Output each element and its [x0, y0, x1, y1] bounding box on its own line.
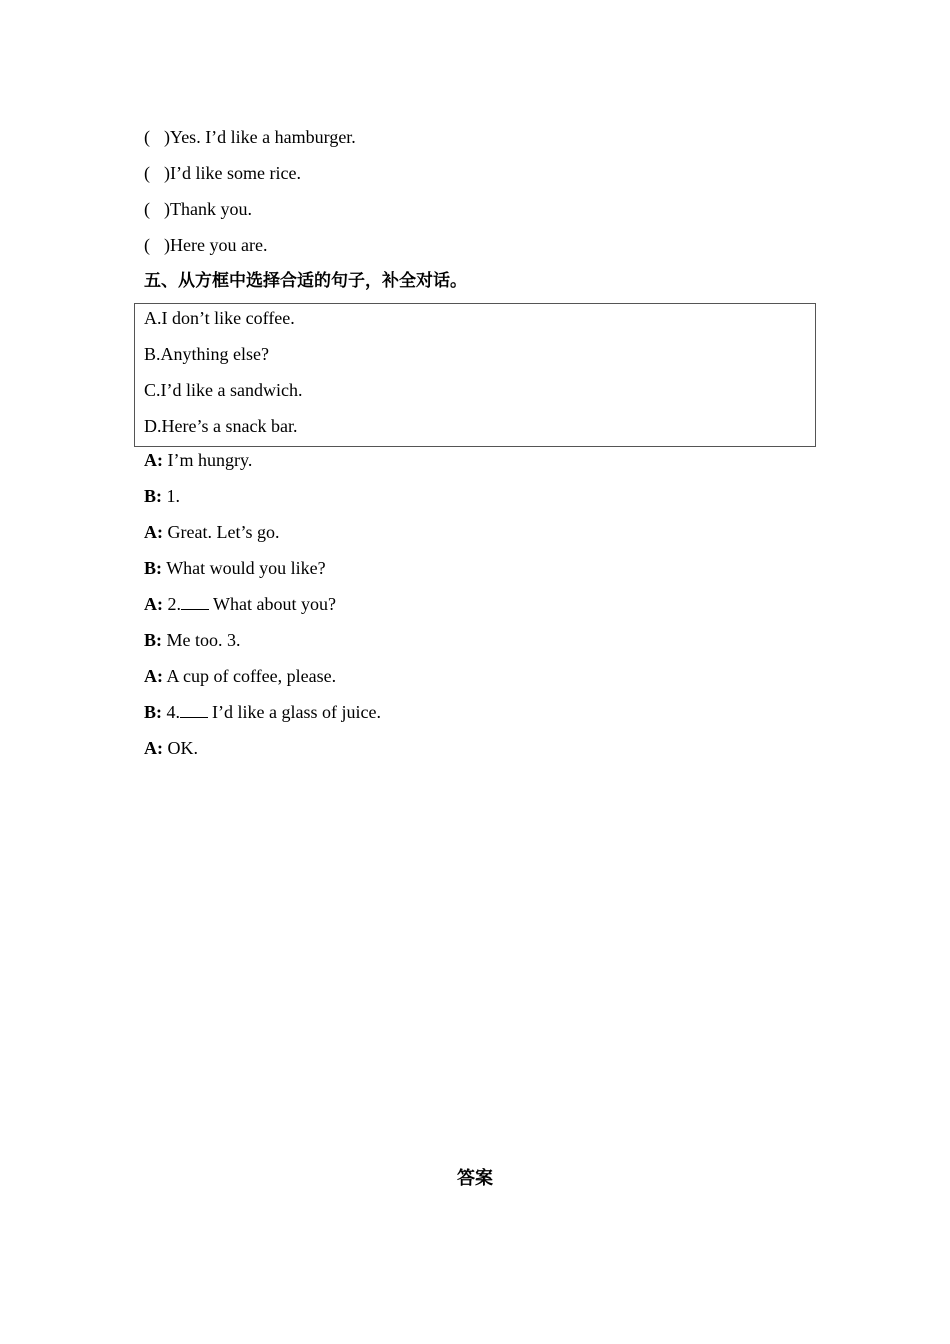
- dialogue-text: 4.: [166, 702, 180, 722]
- fill-blank[interactable]: [181, 594, 209, 610]
- dialogue-text: Great. Let’s go.: [167, 522, 280, 542]
- dialogue-text: 1.: [166, 486, 180, 506]
- order-item: [144, 126, 356, 148]
- order-item-text: Thank you.: [170, 199, 252, 219]
- dialogue-line: [144, 737, 198, 759]
- speaker-label: B:: [144, 486, 162, 506]
- order-item-text: Here you are.: [170, 235, 268, 255]
- dialogue-line: [144, 449, 252, 471]
- paren-open: (: [144, 199, 150, 219]
- order-item-text: Yes. I’d like a hamburger.: [170, 127, 356, 147]
- paren-close: ): [164, 127, 170, 147]
- speaker-label: A:: [144, 738, 163, 758]
- speaker-label: B:: [144, 702, 162, 722]
- dialogue-line: [144, 485, 180, 507]
- order-item: [144, 162, 301, 184]
- option-item: C.I’d like a sandwich.: [144, 380, 303, 400]
- fill-blank[interactable]: [180, 702, 208, 718]
- order-item: [144, 234, 267, 256]
- paren-close: ): [164, 199, 170, 219]
- dialogue-line: [144, 557, 326, 579]
- speaker-label: A:: [144, 450, 163, 470]
- options-box: [134, 303, 816, 447]
- paren-open: (: [144, 127, 150, 147]
- option-item: D.Here’s a snack bar.: [144, 416, 298, 436]
- dialogue-line: [144, 665, 336, 687]
- dialogue-text-after: What about you?: [213, 594, 336, 614]
- dialogue-text: What would you like?: [166, 558, 326, 578]
- dialogue-text: OK.: [167, 738, 198, 758]
- order-item-text: I’d like some rice.: [170, 163, 301, 183]
- paren-close: ): [164, 163, 170, 183]
- dialogue-text: I’m hungry.: [167, 450, 253, 470]
- option-item: B.Anything else?: [144, 344, 269, 364]
- dialogue-line: [144, 701, 381, 723]
- order-item: [144, 198, 252, 220]
- answer-title: 答案: [457, 1168, 493, 1189]
- paren-open: (: [144, 235, 150, 255]
- dialogue-text: Me too. 3.: [166, 630, 241, 650]
- speaker-label: A:: [144, 594, 163, 614]
- dialogue-line: [144, 521, 279, 543]
- dialogue-text: 2.: [167, 594, 181, 614]
- option-item: A.I don’t like coffee.: [144, 308, 295, 328]
- dialogue-line: [144, 593, 336, 615]
- speaker-label: B:: [144, 630, 162, 650]
- paren-open: (: [144, 163, 150, 183]
- speaker-label: B:: [144, 558, 162, 578]
- speaker-label: A:: [144, 666, 163, 686]
- speaker-label: A:: [144, 522, 163, 542]
- dialogue-text: A cup of coffee, please.: [166, 666, 337, 686]
- paren-close: ): [164, 235, 170, 255]
- dialogue-text-after: I’d like a glass of juice.: [212, 702, 381, 722]
- section-heading: 五、从方框中选择合适的句子，补全对话。: [144, 271, 467, 291]
- dialogue-line: [144, 629, 241, 651]
